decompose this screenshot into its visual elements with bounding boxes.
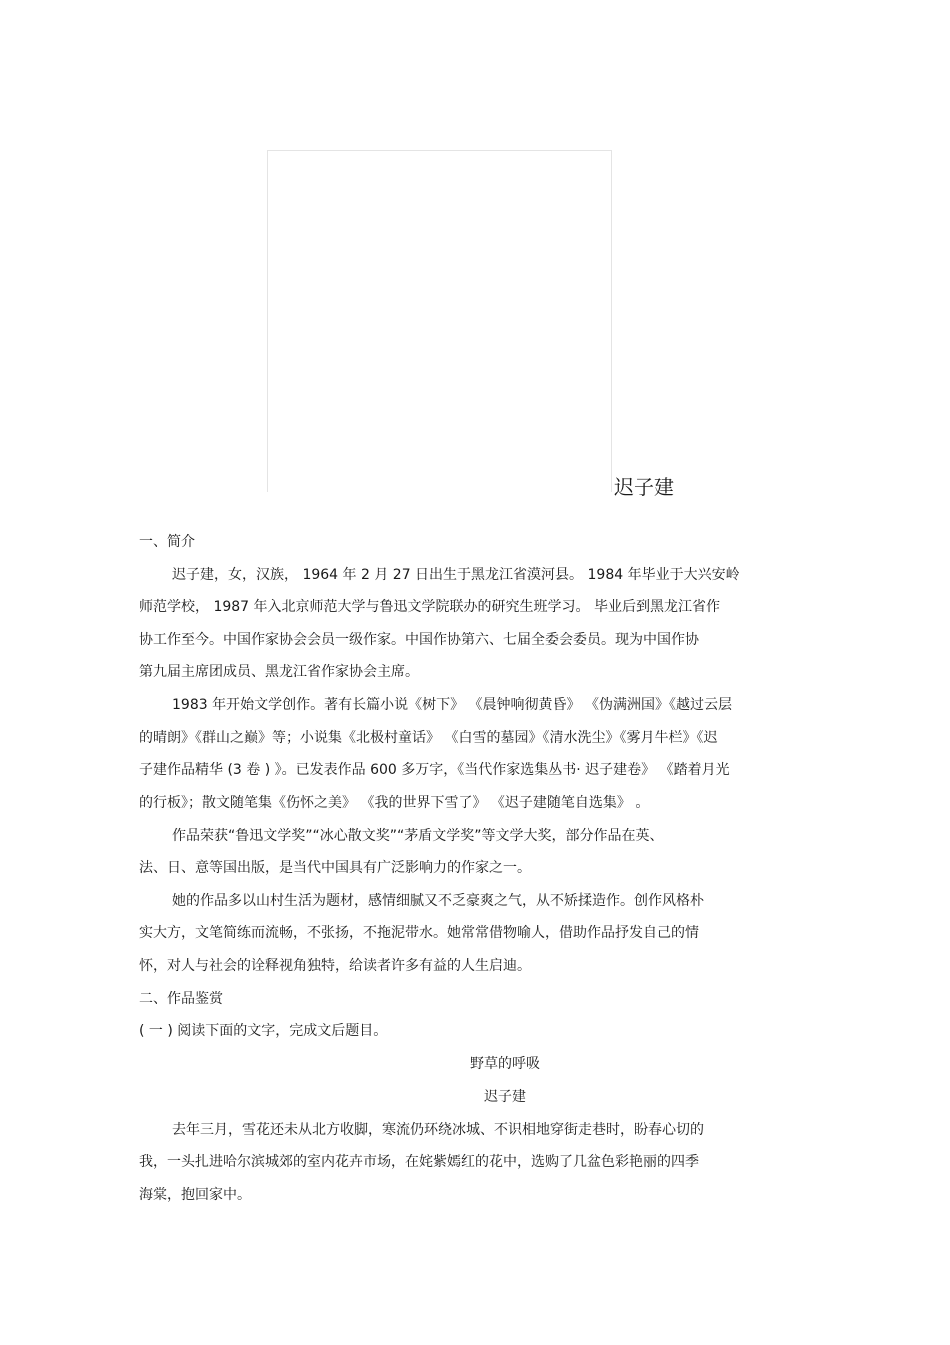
- essay-p1-line-3: 海棠，抱回家中。: [139, 1187, 251, 1203]
- section-heading-intro: 一、简介: [139, 534, 195, 550]
- intro-p4-line-1: 她的作品多以山村生活为题材，感情细腻又不乏豪爽之气，从不矫揉造作。创作风格朴: [172, 893, 704, 909]
- intro-p4-line-3: 怀，对人与社会的诠释视角独特，给读者许多有益的人生启迪。: [139, 958, 531, 974]
- intro-p1-line-4: 第九届主席团成员、黑龙江省作家协会主席。: [139, 664, 419, 680]
- intro-p1-line-2: 师范学校， 1987 年入北京师范大学与鲁迅文学院联办的研究生班学习。 毕业后到黑龙江省作: [139, 599, 720, 615]
- intro-p2-line-4: 的行板》；散文随笔集《伤怀之美》 《我的世界下雪了》 《迟子建随笔自选集》 。: [139, 795, 650, 811]
- intro-p4-line-2: 实大方，文笔简练而流畅，不张扬，不拖泥带水。她常常借物喻人，借助作品抒发自己的情: [139, 925, 699, 941]
- essay-p1-line-2: 我，一头扎进哈尔滨城郊的室内花卉市场，在姹紫嫣红的花中，选购了几盆色彩艳丽的四季: [139, 1154, 699, 1170]
- intro-p3-line-1: 作品荣获“鲁迅文学奖”“冰心散文奖”“茅盾文学奖”等文学大奖，部分作品在英、: [172, 828, 664, 844]
- intro-p2-line-2: 的晴朗》《群山之巅》等；小说集《北极村童话》 《白雪的墓园》《清水洗尘》《雾月牛栏》《迟: [139, 730, 718, 746]
- essay-author: 迟子建: [484, 1089, 526, 1105]
- author-caption: 迟子建: [614, 475, 674, 499]
- intro-p3-line-2: 法、日、意等国出版，是当代中国具有广泛影响力的作家之一。: [139, 860, 531, 876]
- essay-p1-line-1: 去年三月，雪花还未从北方收脚，寒流仍环绕冰城、不识相地穿街走巷时，盼春心切的: [172, 1122, 704, 1138]
- intro-p2-line-3: 子建作品精华 (3 卷 ) 》。已发表作品 600 多万字，《当代作家选集丛书· 迟子建卷》 《踏着月光: [139, 762, 730, 778]
- essay-title: 野草的呼吸: [470, 1056, 540, 1072]
- intro-p1-line-1: 迟子建，女，汉族， 1964 年 2 月 27 日出生于黑龙江省漠河县。 1984 年毕业于大兴安岭: [172, 567, 740, 583]
- section-heading-appreciation: 二、作品鉴赏: [139, 991, 223, 1007]
- author-photo-frame: [267, 150, 612, 492]
- reading-instruction: ( 一 ) 阅读下面的文字，完成文后题目。: [139, 1023, 388, 1039]
- intro-p2-line-1: 1983 年开始文学创作。著有长篇小说《树下》 《晨钟响彻黄昏》 《伪满洲国》《越过云层: [172, 697, 732, 713]
- intro-p1-line-3: 协工作至今。中国作家协会会员一级作家。中国作协第六、七届全委会委员。现为中国作协: [139, 632, 699, 648]
